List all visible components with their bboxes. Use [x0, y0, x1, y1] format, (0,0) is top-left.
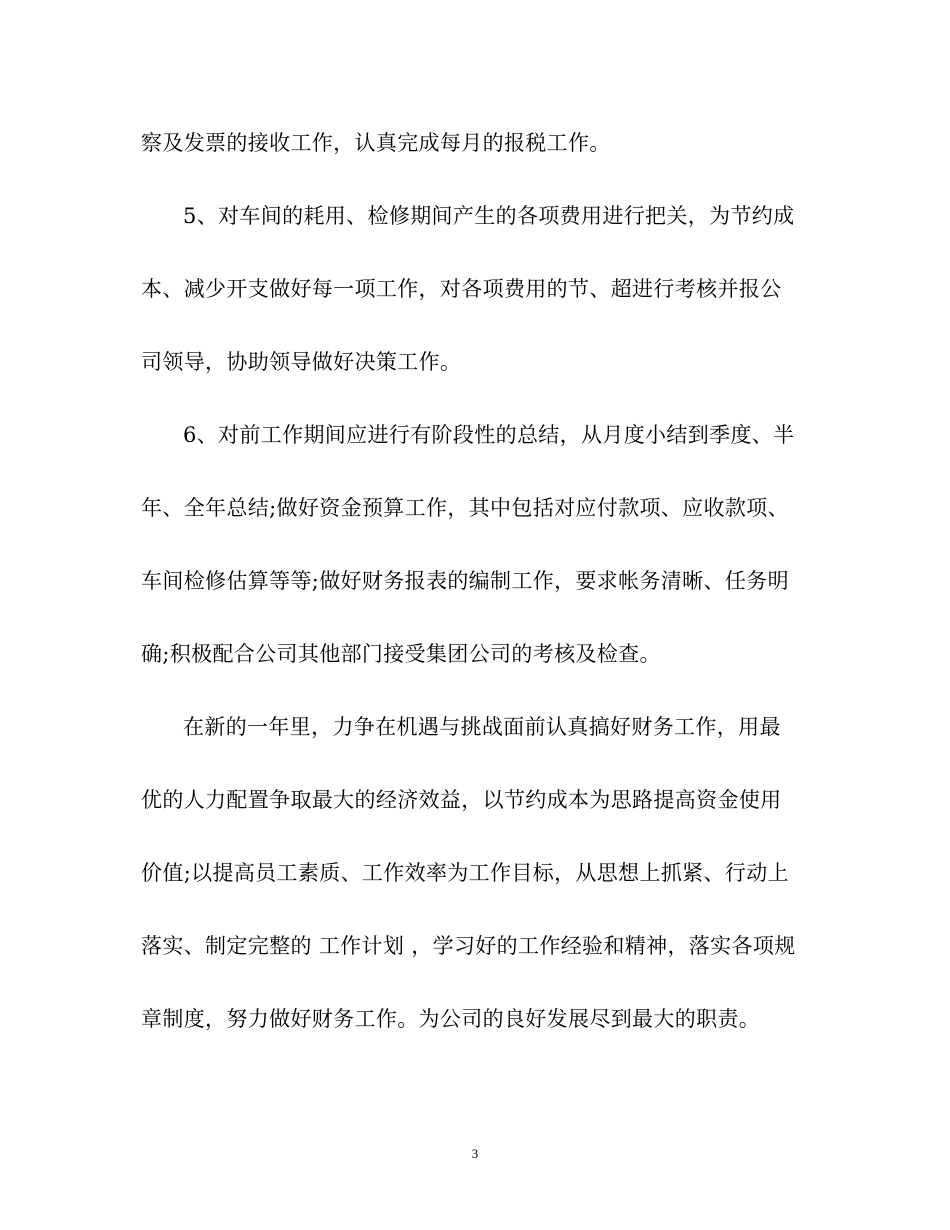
text-line: 在新的一年里，力争在机遇与挑战面前认真搞好财务工作，用最	[183, 715, 781, 739]
text-line: 司领导，协助领导做好决策工作。	[141, 350, 462, 374]
text-line: 章制度，努力做好财务工作。为公司的良好发展尽到最大的职责。	[141, 1007, 761, 1031]
text-line: 察及发票的接收工作，认真完成每月的报税工作。	[141, 131, 611, 155]
document-body	[141, 123, 808, 1072]
text-line: 确;积极配合公司其他部门接受集团公司的考核及检查。	[141, 642, 661, 666]
text-line: 年、全年总结;做好资金预算工作，其中包括对应付款项、应收款项、	[141, 496, 789, 520]
text-line: 落实、制定完整的 工作计划 ，学习好的工作经验和精神，落实各项规	[141, 934, 796, 958]
text-line: 优的人力配置争取最大的经济效益，以节约成本为思路提高资金使用	[141, 788, 782, 812]
text-line: 5、对车间的耗用、检修期间产生的各项费用进行把关，为节约成	[183, 204, 795, 228]
page-number: 3	[471, 1146, 479, 1161]
text-line: 本、减少开支做好每一项工作，对各项费用的节、超进行考核并报公	[141, 277, 782, 301]
text-line: 车间检修估算等等;做好财务报表的编制工作，要求帐务清晰、任务明	[141, 569, 789, 593]
text-line: 价值;以提高员工素质、工作效率为工作目标，从思想上抓紧、行动上	[141, 861, 789, 885]
text-line: 6、对前工作期间应进行有阶段性的总结，从月度小结到季度、半	[183, 423, 795, 447]
